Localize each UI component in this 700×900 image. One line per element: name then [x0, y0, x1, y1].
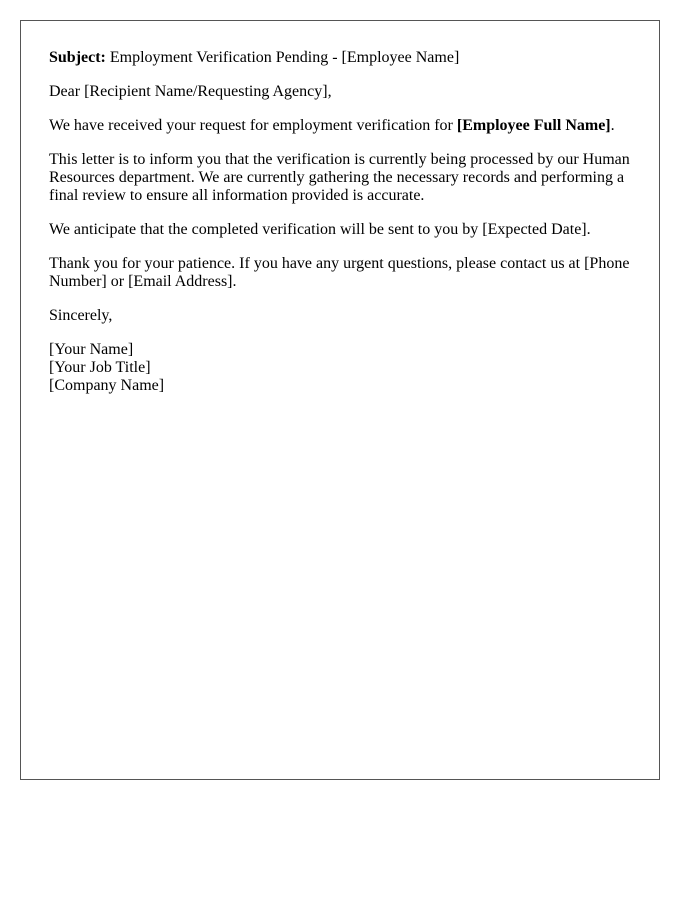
paragraph-contact: Thank you for your patience. If you have any urgent questions, please contact us at [Phone Number] or [Email Address].: [49, 255, 630, 290]
signature-company: [Company Name]: [49, 377, 165, 394]
paragraph-request-prefix: We have received your request for employment verification for: [49, 117, 457, 134]
subject-text: Employment Verification Pending - [Employee Name]: [105, 49, 460, 66]
paragraph-processing: This letter is to inform you that the verification is currently being processed by our Human Resources department. We are currently gathering the necessary records and performing a final review to ensure all information provided is accurate.: [49, 151, 630, 204]
closing: Sincerely,: [49, 307, 113, 324]
paragraph-expected-date: We anticipate that the completed verification will be sent to you by [Expected Date].: [49, 221, 591, 238]
signature-block: [49, 341, 631, 395]
greeting: Dear [Recipient Name/Requesting Agency],: [49, 83, 332, 100]
letter-page: [20, 20, 660, 780]
signature-name: [Your Name]: [49, 341, 134, 358]
employee-full-name: [Employee Full Name]: [456, 117, 611, 134]
paragraph-request: [49, 117, 631, 135]
subject-line: [49, 49, 631, 67]
paragraph-request-suffix: .: [610, 117, 615, 134]
signature-job-title: [Your Job Title]: [49, 359, 151, 376]
subject-label: Subject:: [49, 49, 106, 66]
